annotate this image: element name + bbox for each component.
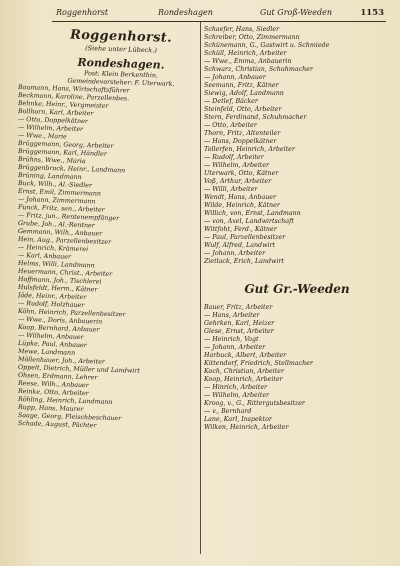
directory-entry: Hoffmann, Joh., Tischlerei: [18, 276, 102, 286]
directory-entry: Stern, Ferdinand, Schuhmacher: [204, 114, 307, 121]
directory-entry: Lüpke, Paul, Anbauer: [18, 340, 87, 350]
place-title-gut-gross-weeden: Gut Gr.-Weeden: [244, 282, 350, 296]
directory-entry: — Johann, Arbeiter: [204, 344, 266, 351]
directory-entry: Wendt, Hans, Anbauer: [204, 194, 277, 201]
directory-entry: Bauer, Fritz, Arbeiter: [204, 304, 273, 311]
directory-entry: Saage, Georg, Fleischbeschauer: [18, 412, 122, 423]
directory-entry: Hulsfeldt, Herm., Kätner: [18, 284, 98, 294]
directory-entry: Heuermann, Christ., Arbeiter: [18, 268, 113, 278]
directory-entry: — Hans, Doppelkätner: [204, 138, 277, 145]
directory-entry: Bollhorn, Karl, Arbeiter: [18, 108, 94, 118]
directory-entry: — Detlef, Bäcker: [204, 98, 258, 105]
directory-entry: Reinke, Otto, Arbeiter: [18, 388, 89, 398]
directory-entry: Uterwark, Otto, Kätner: [204, 170, 279, 177]
place-subtitle: (Siehe unter Lübeck.): [85, 44, 157, 55]
directory-entry: Köhn, Heinrich, Parzellenbesitzer: [18, 308, 126, 319]
directory-entry: Röhling, Heinrich, Landmann: [18, 396, 113, 406]
directory-entry: — Heinrich, Krämerei: [18, 244, 89, 254]
header-left: Roggenhorst: [56, 8, 109, 17]
directory-entry: — Rudolf, Holzhauer: [18, 300, 85, 310]
directory-entry: Behnke, Heinr., Vergmeister: [18, 100, 109, 110]
directory-entry: Schaefer, Hans, Siedler: [204, 26, 280, 33]
directory-entry: Harbuck, Albert, Arbeiter: [204, 352, 287, 359]
directory-entry: Gemmann, Wilh., Anbauer: [18, 228, 103, 238]
running-header: [56, 8, 384, 20]
directory-entry: Brüggenbrock, Heinr., Landmann: [18, 164, 126, 175]
directory-entry: — Wilhelm, Arbeiter: [18, 124, 84, 134]
directory-entry: Buck, Wilh., Al.-Siedler: [18, 180, 93, 190]
directory-entry: — Paul, Parzellenbesitzer: [204, 234, 286, 241]
directory-entry: — Otto, Doppelkätner: [18, 116, 88, 126]
directory-entry: — Wwe., Marie: [18, 132, 67, 141]
header-rule: [52, 21, 386, 22]
directory-entry: Wilde, Heinrich, Kätner: [204, 202, 280, 209]
directory-entry: Voß, Arthur, Arbeiter: [204, 178, 272, 185]
header-middle: Rondeshagen: [158, 8, 213, 17]
directory-entry: Giese, Ernst, Arbeiter: [204, 328, 274, 335]
directory-entry: Zietlack, Erich, Landwirt: [204, 258, 284, 265]
directory-entry: — Johann, Zimmermann: [18, 196, 96, 206]
directory-entry: Reese, Wilh., Anbauer: [18, 380, 89, 390]
directory-entry: Schüll, Heinrich, Arbeiter: [204, 50, 287, 57]
directory-entry: — Karl, Anbauer: [18, 252, 71, 261]
directory-entry: — Johann, Anbauer: [204, 74, 266, 81]
directory-entry: Brüggemann, Karl, Händler: [18, 148, 107, 158]
directory-entry: Kittendorf, Friedrich, Stellmacher: [204, 360, 313, 367]
directory-entry: — v., Bernhard: [204, 408, 252, 415]
directory-entry: Steinfeld, Otto, Arbeiter: [204, 106, 282, 113]
directory-entry: Mewe, Landmann: [18, 348, 76, 357]
directory-entry: — Johann, Arbeiter: [204, 250, 266, 257]
directory-entry: Koop, Bernhard, Anbauer: [18, 324, 100, 334]
resident-list-left: [18, 84, 198, 434]
directory-entry: — Wwe., Emma, Anbauerin: [204, 58, 292, 65]
directory-entry: Möllenhauer, Joh., Arbeiter: [18, 356, 105, 366]
post-office: Post: Klein Berkenthin.: [84, 70, 158, 80]
directory-entry: Koch, Christian, Arbeiter: [204, 368, 284, 375]
right-column: [204, 26, 390, 432]
mayor-line: Gemeindevorsteher: F. Uterwark.: [67, 77, 175, 88]
resident-list-weeden: [204, 304, 390, 432]
directory-entry: Brühns, Wwe., Maria: [18, 156, 86, 166]
directory-entry: Jäde, Heinr., Arbeiter: [18, 292, 87, 302]
directory-entry: Seemann, Fritz, Kätner: [204, 82, 279, 89]
directory-entry: Baumann, Hans, Wirtschaftsführer: [18, 84, 130, 95]
directory-entry: Gehrken, Karl, Heizer: [204, 320, 275, 327]
directory-entry: Schünemann, G., Gastwirt u. Schmiede: [204, 42, 330, 49]
directory-entry: Grube, Joh., Al.-Rentner: [18, 220, 95, 230]
directory-entry: — Hans, Arbeiter: [204, 312, 260, 319]
directory-entry: Koop, Heinrich, Arbeiter: [204, 376, 283, 383]
directory-entry: — Wilhelm, Arbeiter: [204, 162, 270, 169]
directory-entry: Ernst, Emil, Zimmermann: [18, 188, 101, 198]
place-title-rondeshagen: Rondeshagen.: [77, 55, 165, 72]
directory-entry: — Wwe., Doris, Anbauerin: [18, 316, 103, 326]
directory-entry: — Rudolf, Arbeiter: [204, 154, 264, 161]
place-title-roggenhorst: Roggenhorst.: [70, 27, 172, 46]
directory-entry: Willich, von, Ernst, Landmann: [204, 210, 301, 217]
directory-entry: Schwarz, Christian, Schuhmacher: [204, 66, 313, 73]
directory-entry: — Heinrich, Vogt: [204, 336, 259, 343]
directory-entry: Wittfoht, Ferd., Kätner: [204, 226, 277, 233]
directory-entry: — Wilhelm, Anbauer: [18, 332, 84, 342]
directory-entry: — Fritz, jun., Rentenempfänger: [18, 212, 120, 223]
directory-entry: Helms, Willi, Landmann: [18, 260, 95, 270]
directory-entry: Schade, August, Pächter: [18, 420, 97, 430]
directory-entry: — Willi, Arbeiter: [204, 186, 258, 193]
directory-entry: Kroog, v., G., Rittergutsbesitzer: [204, 400, 305, 407]
directory-entry: Lane, Karl, Inspektor: [204, 416, 272, 423]
directory-entry: Rupp, Hans, Maurer: [18, 404, 84, 414]
column-divider: [200, 22, 201, 554]
directory-entry: Tollerfen, Heinrich, Arbeiter: [204, 146, 295, 153]
directory-entry: Wulf, Alfred, Landwirt: [204, 242, 276, 249]
directory-entry: — Otto, Arbeiter: [204, 122, 257, 129]
directory-entry: Funck, Fritz, sen., Arbeiter: [18, 204, 105, 214]
directory-entry: Wilken, Heinrich, Arbeiter: [204, 424, 289, 431]
directory-entry: Brüggemann, Georg, Arbeiter: [18, 140, 114, 151]
directory-entry: Ohsen, Erdmann, Lehrer: [18, 372, 98, 382]
page-number: 1153: [360, 8, 384, 18]
directory-entry: Thorn, Fritz, Altenteiler: [204, 130, 281, 137]
resident-list-right: [204, 26, 390, 266]
directory-entry: Oppelt, Dietrich, Müller und Landwirt: [18, 364, 140, 375]
directory-entry: Beckmann, Karoline, Parzellenbes.: [18, 92, 130, 103]
directory-entry: Brüning, Landmann: [18, 172, 82, 182]
directory-entry: Schreiber, Otto, Zimmermann: [204, 34, 300, 41]
directory-entry: — Wilhelm, Arbeiter: [204, 392, 270, 399]
directory-entry: — Hinrich, Arbeiter: [204, 384, 268, 391]
directory-entry: Siewig, Adolf, Landmann: [204, 90, 284, 97]
directory-entry: — von, Axel, Landwirtschaft: [204, 218, 294, 225]
left-column: [18, 26, 198, 434]
header-right: Gut Groß-Weeden: [260, 8, 332, 17]
directory-entry: Hein, Aug., Parzellenbesitzer: [18, 236, 112, 246]
